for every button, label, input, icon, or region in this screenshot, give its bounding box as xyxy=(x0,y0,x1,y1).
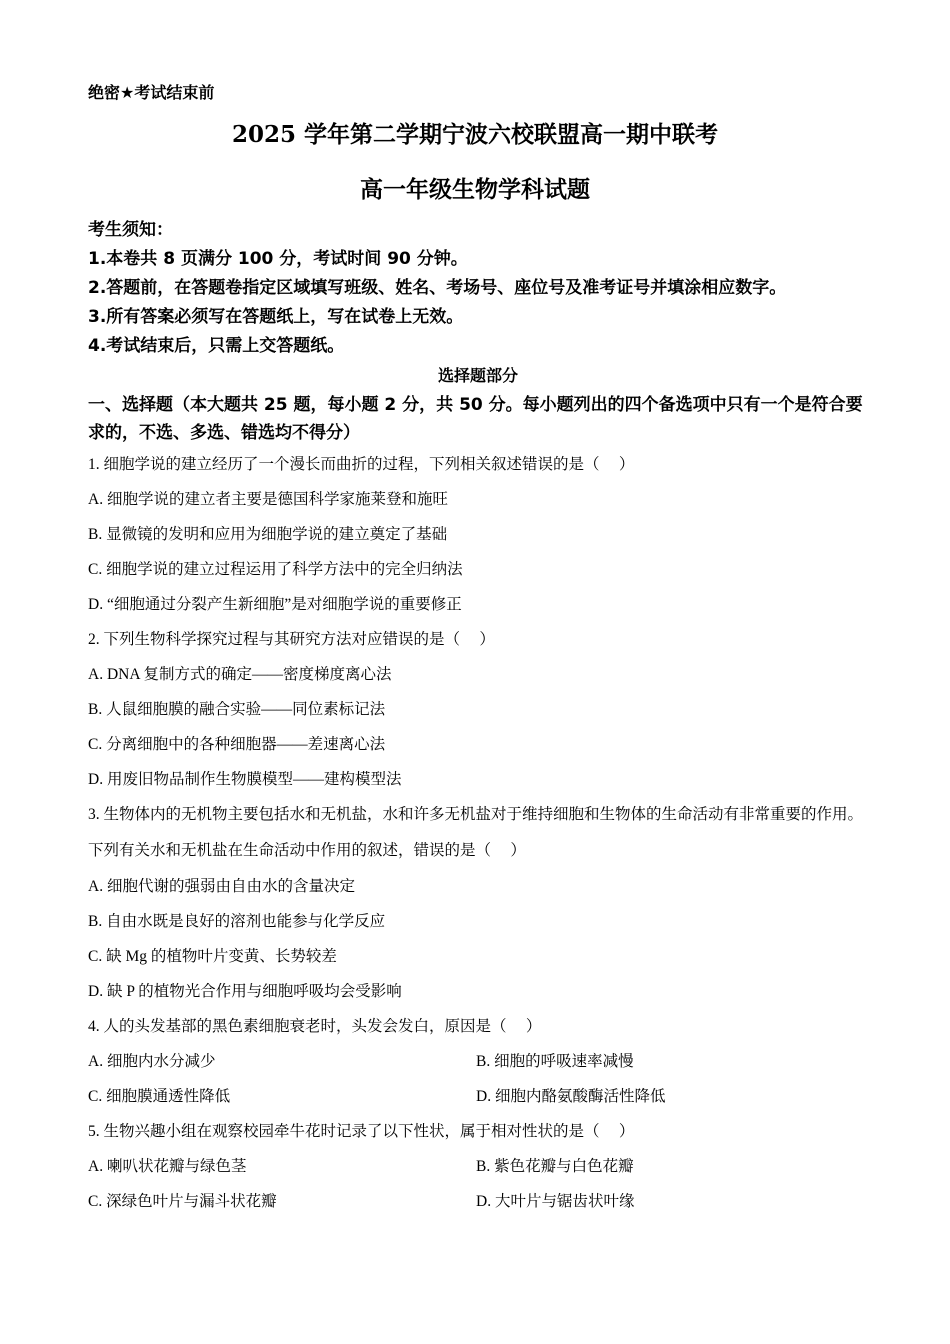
question-2 xyxy=(88,622,868,797)
notice-item: 3.所有答案必须写在答题纸上，写在试卷上无效。 xyxy=(88,307,464,327)
exam-title: 2025 学年第二学期宁波六校联盟高一期中联考 xyxy=(231,121,719,148)
option-row xyxy=(88,1079,868,1114)
option-b: B. 细胞的呼吸速率减慢 xyxy=(476,1053,634,1070)
option-b: B. 显微镜的发明和应用为细胞学说的建立奠定了基础 xyxy=(88,526,448,543)
question-stem: 2. 下列生物科学探究过程与其研究方法对应错误的是（ ） xyxy=(88,631,495,648)
option-row xyxy=(88,1184,868,1219)
option-a: A. 喇叭状花瓣与绿色茎 xyxy=(88,1158,247,1175)
option-row xyxy=(88,1044,868,1079)
notice-item: 4.考试结束后，只需上交答题纸。 xyxy=(88,336,345,356)
question-5 xyxy=(88,1114,868,1219)
option-b: B. 紫色花瓣与白色花瓣 xyxy=(476,1158,634,1175)
candidate-notice xyxy=(88,216,868,361)
option-d: D. 细胞内酪氨酸酶活性降低 xyxy=(476,1088,666,1105)
question-stem: 1. 细胞学说的建立经历了一个漫长而曲折的过程，下列相关叙述错误的是（ ） xyxy=(88,456,635,473)
option-c: C. 缺 Mg 的植物叶片变黄、长势较差 xyxy=(88,948,337,965)
exam-page xyxy=(88,80,868,1219)
notice-item: 2.答题前，在答题卷指定区域填写班级、姓名、考场号、座位号及准考证号并填涂相应数字。 xyxy=(88,278,787,298)
option-c: C. 分离细胞中的各种细胞器——差速离心法 xyxy=(88,736,386,753)
part-heading: 一、选择题（本大题共 25 题，每小题 2 分，共 50 分。每小题列出的四个备选项中只有一个是符合要求的，不选、多选、错选均不得分） xyxy=(88,395,863,443)
question-4 xyxy=(88,1009,868,1114)
option-c: C. 细胞学说的建立过程运用了科学方法中的完全归纳法 xyxy=(88,561,463,578)
option-d: D. 大叶片与锯齿状叶缘 xyxy=(476,1193,635,1210)
option-d: D. 用废旧物品制作生物膜模型——建构模型法 xyxy=(88,771,402,788)
question-stem: 3. 生物体内的无机物主要包括水和无机盐，水和许多无机盐对于维持细胞和生物体的生命活动有非常重要的作用。下列有关水和无机盐在生命活动中作用的叙述，错误的是（ ） xyxy=(88,806,864,859)
question-stem: 4. 人的头发基部的黑色素细胞衰老时，头发会发白，原因是（ ） xyxy=(88,1018,542,1035)
option-c: C. 细胞膜通透性降低 xyxy=(88,1088,231,1105)
confidential-label: 绝密★考试结束前 xyxy=(88,83,215,102)
notice-item: 1.本卷共 8 页满分 100 分，考试时间 90 分钟。 xyxy=(88,249,468,269)
exam-subtitle: 高一年级生物学科试题 xyxy=(360,176,590,203)
option-a: A. 细胞内水分减少 xyxy=(88,1053,216,1070)
option-d: D. “细胞通过分裂产生新细胞”是对细胞学说的重要修正 xyxy=(88,596,462,613)
option-c: C. 深绿色叶片与漏斗状花瓣 xyxy=(88,1193,277,1210)
option-a: A. 细胞学说的建立者主要是德国科学家施莱登和施旺 xyxy=(88,491,448,508)
option-d: D. 缺 P 的植物光合作用与细胞呼吸均会受影响 xyxy=(88,983,402,1000)
question-1 xyxy=(88,447,868,622)
option-b: B. 人鼠细胞膜的融合实验——同位素标记法 xyxy=(88,701,386,718)
option-a: A. 细胞代谢的强弱由自由水的含量决定 xyxy=(88,878,355,895)
option-b: B. 自由水既是良好的溶剂也能参与化学反应 xyxy=(88,913,386,930)
option-row xyxy=(88,1149,868,1184)
notice-heading: 考生须知： xyxy=(88,220,173,240)
question-3 xyxy=(88,797,868,1009)
section-title: 选择题部分 xyxy=(437,366,518,385)
question-stem: 5. 生物兴趣小组在观察校园牵牛花时记录了以下性状，属于相对性状的是（ ） xyxy=(88,1123,635,1140)
option-a: A. DNA 复制方式的确定——密度梯度离心法 xyxy=(88,666,392,683)
